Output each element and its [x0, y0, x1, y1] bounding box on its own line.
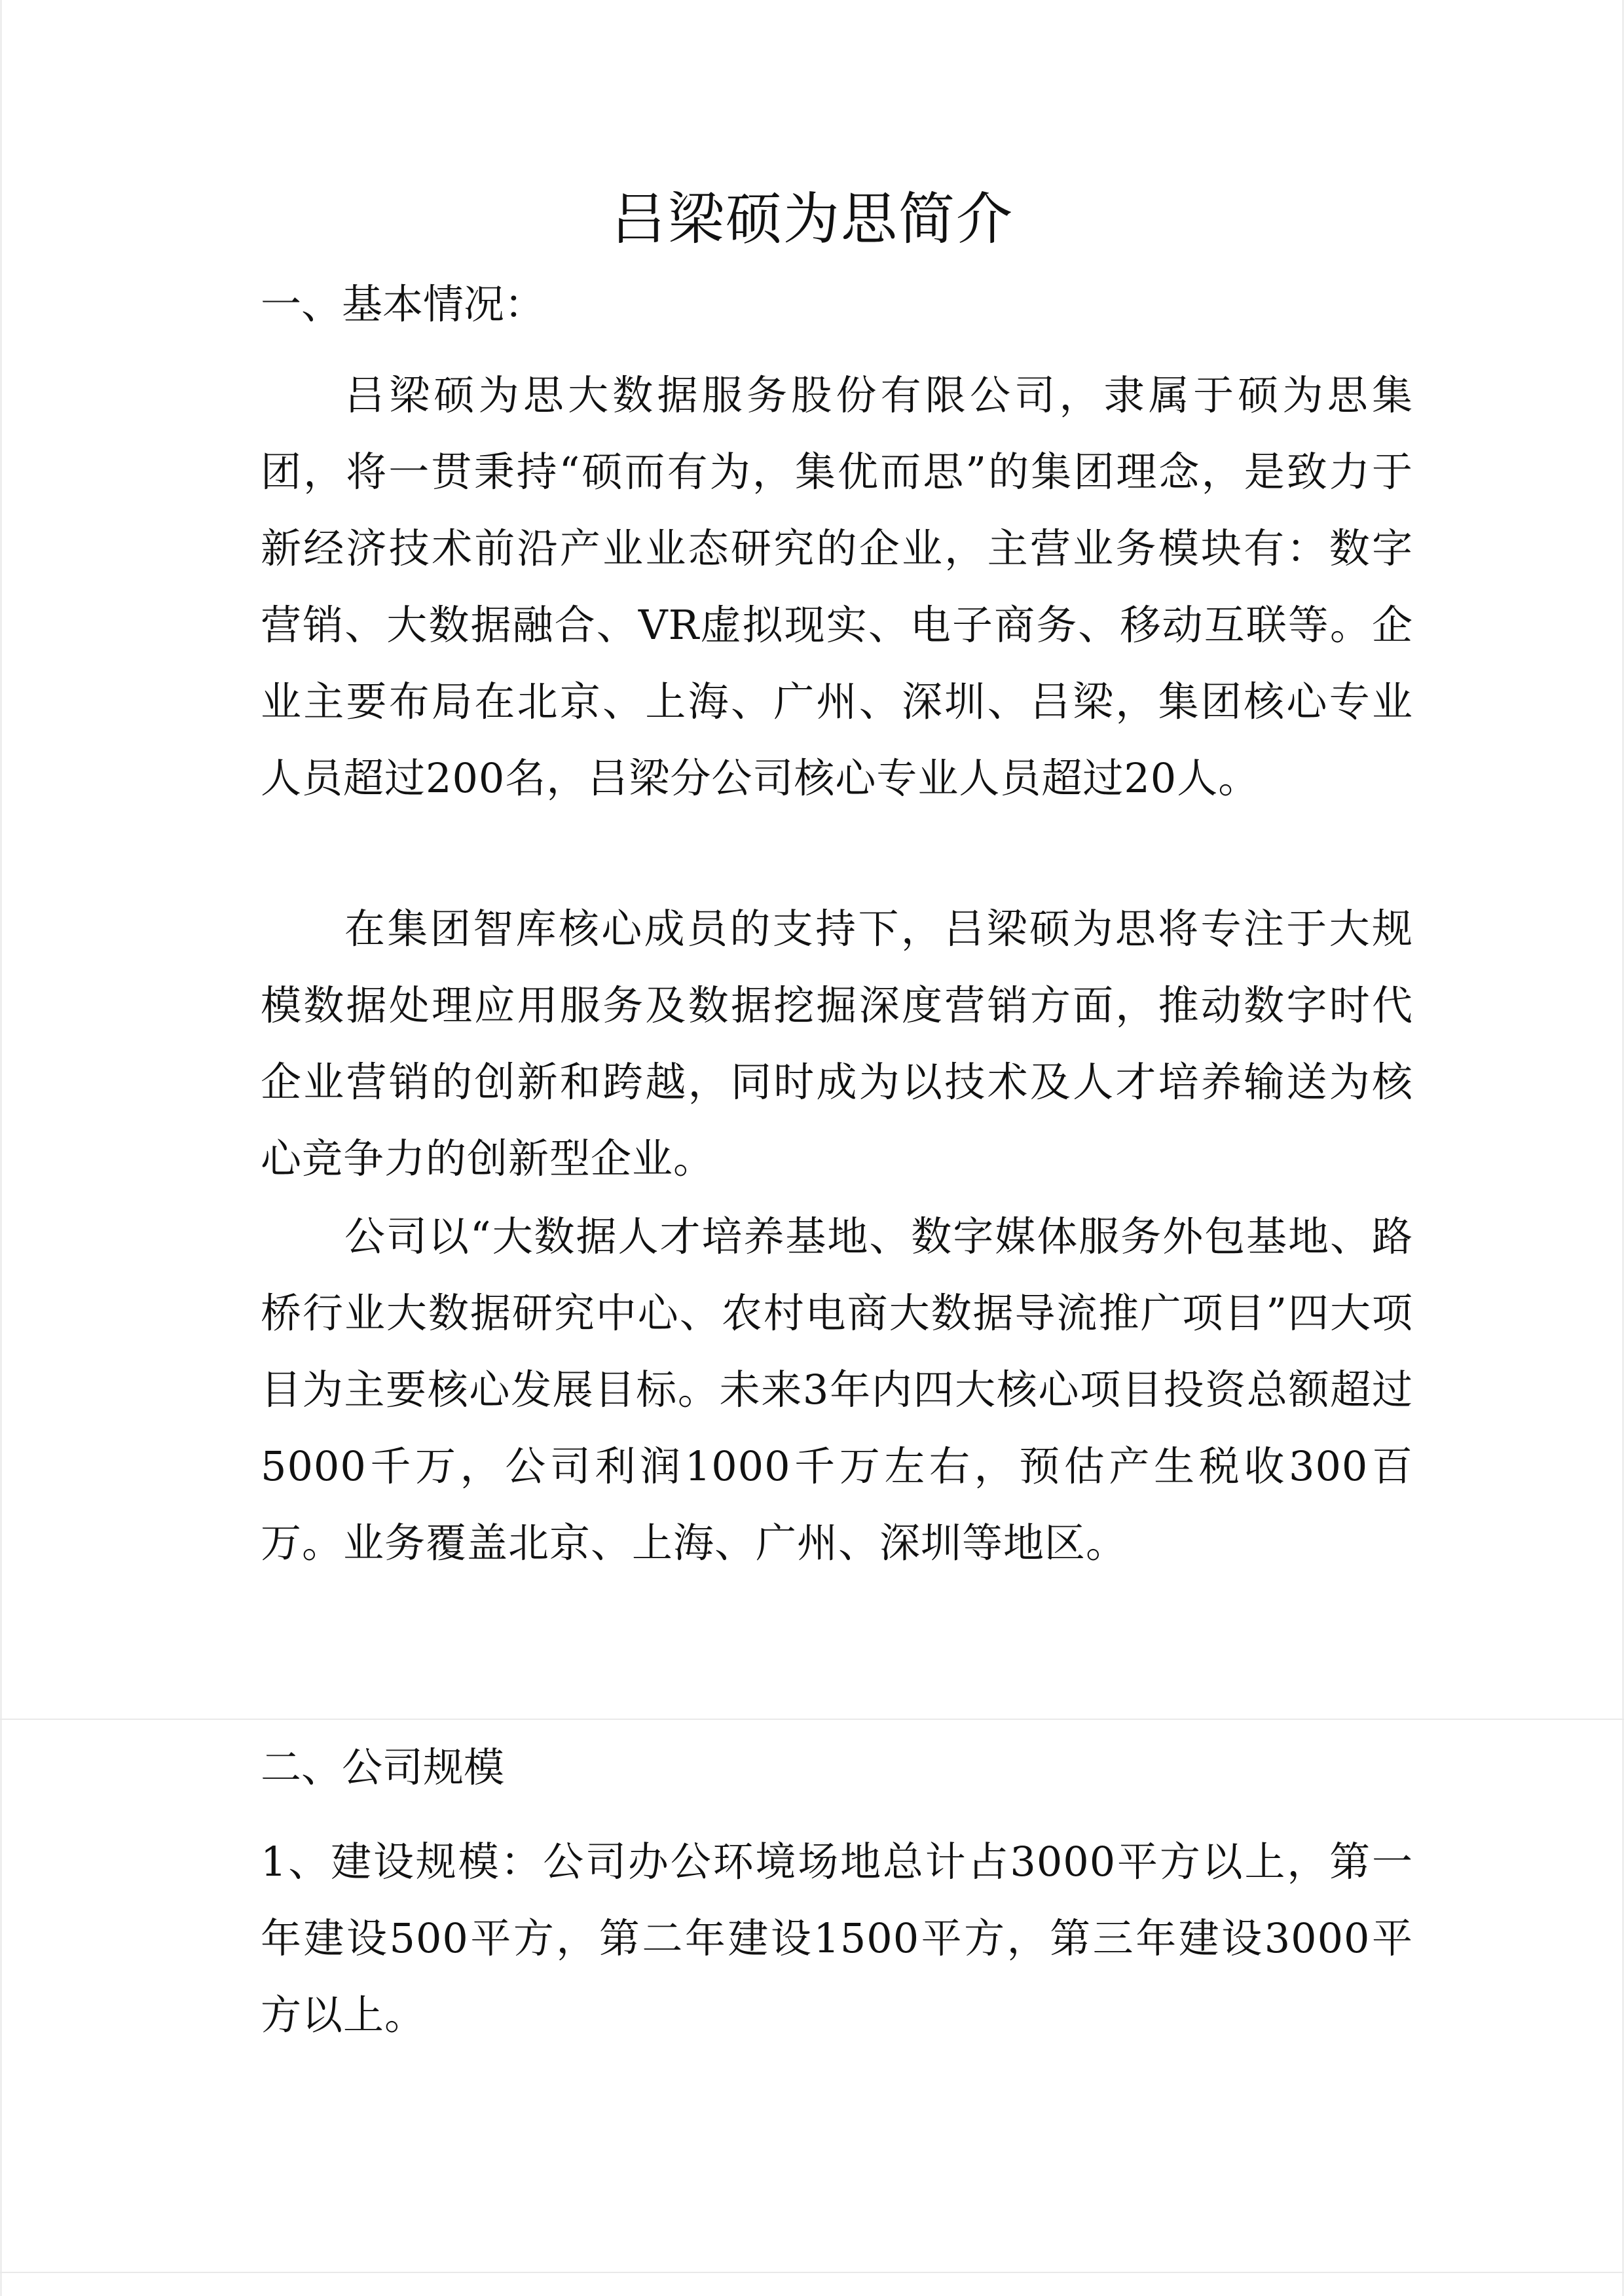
paragraph-core-projects: 公司以“大数据人才培养基地、数字媒体服务外包基地、路桥行业大数据研究中心、农村电商大数据导流推广项目”四大项目为主要核心发展目标。未来3年内四大核心项目投资总额超过5000千万，公司利润1000千万左右，预估产生税收300百万。业务覆盖北京、上海、广州、深圳等地区。: [261, 1212, 1413, 1567]
section-heading-basic-info: 一、基本情况：: [261, 280, 545, 328]
section-heading-company-scale: 二、公司规模: [261, 1743, 505, 1791]
document-title: 吕梁硕为思简介: [610, 187, 1014, 252]
page-divider: [0, 1719, 1624, 1720]
page-bottom-edge: [0, 2272, 1624, 2273]
paragraph-company-overview: 吕梁硕为思大数据服务股份有限公司，隶属于硕为思集团，将一贯秉持“硕而有为，集优而思”的集团理念，是致力于新经济技术前沿产业业态研究的企业，主营业务模块有：数字营销、大数据融合、VR虚拟现实、电子商务、移动互联等。企业主要布局在北京、上海、广州、深圳、吕梁，集团核心专业人员超过200名，吕梁分公司核心专业人员超过20人。: [261, 371, 1413, 802]
paragraph-construction-scale: 1、建设规模：公司办公环境场地总计占3000平方以上，第一年建设500平方，第二年建设1500平方，第三年建设3000平方以上。: [261, 1838, 1413, 2039]
paragraph-think-tank-support: 在集团智库核心成员的支持下，吕梁硕为思将专注于大规模数据处理应用服务及数据挖掘深度营销方面，推动数字时代企业营销的创新和跨越，同时成为以技术及人才培养输送为核心竞争力的创新型企业。: [261, 905, 1413, 1182]
scan-edge-left: [0, 0, 2, 2296]
